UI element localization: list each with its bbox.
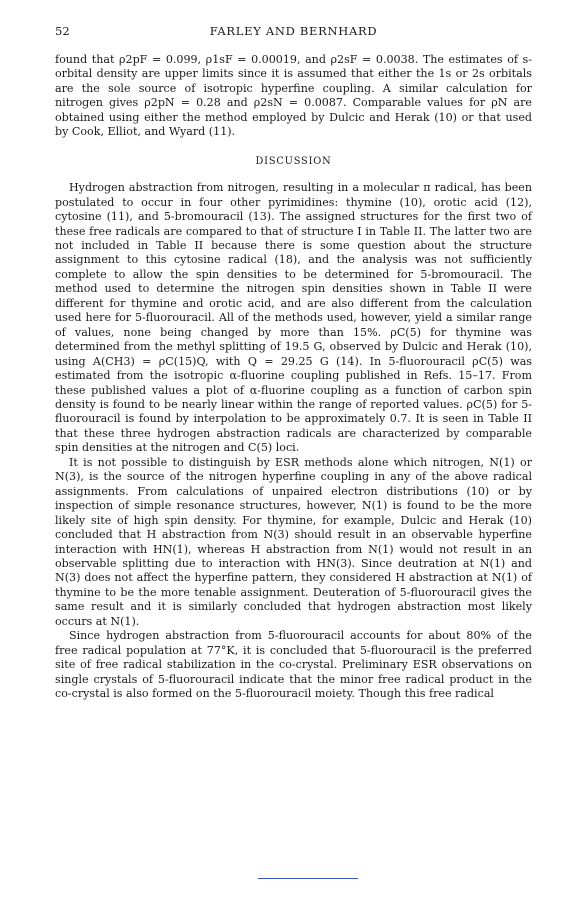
continuation-paragraph: found that ρ2pF = 0.099, ρ1sF = 0.00019, and ρ2sF = 0.0038. The estimates of s-orbital density are upper limits since it is assumed that either the 1s or 2s orbitals are the sole source of isotropic hyperfine coupling. A similar calculation for nitrogen gives ρ2pN = 0.28 and ρ2sN = 0.0087. Comparable values for ρN are obtained using either the method employed by Dulcic and Herak (10) or that used by Cook, Elliot, and Wyard (11). (55, 53, 532, 139)
footer-rule (258, 878, 358, 879)
running-head (55, 24, 532, 40)
discussion-paragraph-2: It is not possible to distinguish by ESR methods alone which nitrogen, N(1) or N(3), is the source of the nitrogen hyperfine coupling in any of the above radical assignments. From calculations of unpaired electron distributions (10) or by inspection of simple resonance structures, however, N(1) is found to be the more likely site of high spin density. For thymine, for example, Dulcic and Herak (10) concluded that H abstraction from N(3) should result in an observable hyperfine interaction with HN(1), whereas H abstraction from N(1) would not result in an observable splitting due to interaction with HN(3). Since deutration at N(1) and N(3) does not affect the hyperfine pattern, they considered H abstraction at N(1) of thymine to be the more tenable assignment. Deuteration of 5-fluorouracil gives the same result and it is similarly concluded that hydrogen abstraction most likely occurs at N(1). (55, 455, 532, 628)
section-heading: DISCUSSION (255, 155, 332, 167)
discussion-paragraph-3: Since hydrogen abstraction from 5-fluorouracil accounts for about 80% of the free radical population at 77°K, it is concluded that 5-fluorouracil is the preferred site of free radical stabilization in the co-crystal. Preliminary ESR observations on single crystals of 5-fluorouracil indicate that the minor free radical product in the co-crystal is also formed on the 5-fluorouracil moiety. Though this free radical (55, 629, 532, 701)
running-title: FARLEY AND BERNHARD (209, 24, 378, 38)
article-body (55, 53, 532, 701)
page-number: 52 (55, 24, 70, 38)
discussion-paragraph-1: Hydrogen abstraction from nitrogen, resulting in a molecular π radical, has been postulated to occur in four other pyrimidines: thymine (10), orotic acid (12), cytosine (11), and 5-bromouracil (13). The assigned structures for the first two of these free radicals are compared to that of structure I in Table II. The latter two are not included in Table II because there is some question about the structure assignment to this cytosine radical (18), and the analysis was not sufficiently complete to allow the spin densities to be determined for 5-bromouracil. The method used to determine the nitrogen spin densities shown in Table II were different for thymine and orotic acid, and are also different from the calculation used here for 5-fluorouracil. All of the methods used, however, yield a similar range of values, none being changed by more than 15%. ρC(5) for thymine was determined from the methyl splitting of 19.5 G, observed by Dulcic and Herak (10), using A(CH3) = ρC(15)Q, with Q = 29.25 G (14). In 5-fluorouracil ρC(5) was estimated from the isotropic α-fluorine coupling published in Refs. 15–17. From these published values a plot of α-fluorine coupling as a function of carbon spin density is found to be nearly linear within the range of reported values. ρC(5) for 5-fluorouracil is found by interpolation to be approximately 0.7. It is seen in Table II that these three hydrogen abstraction radicals are characterized by comparable spin densities at the nitrogen and C(5) loci. (55, 181, 532, 455)
